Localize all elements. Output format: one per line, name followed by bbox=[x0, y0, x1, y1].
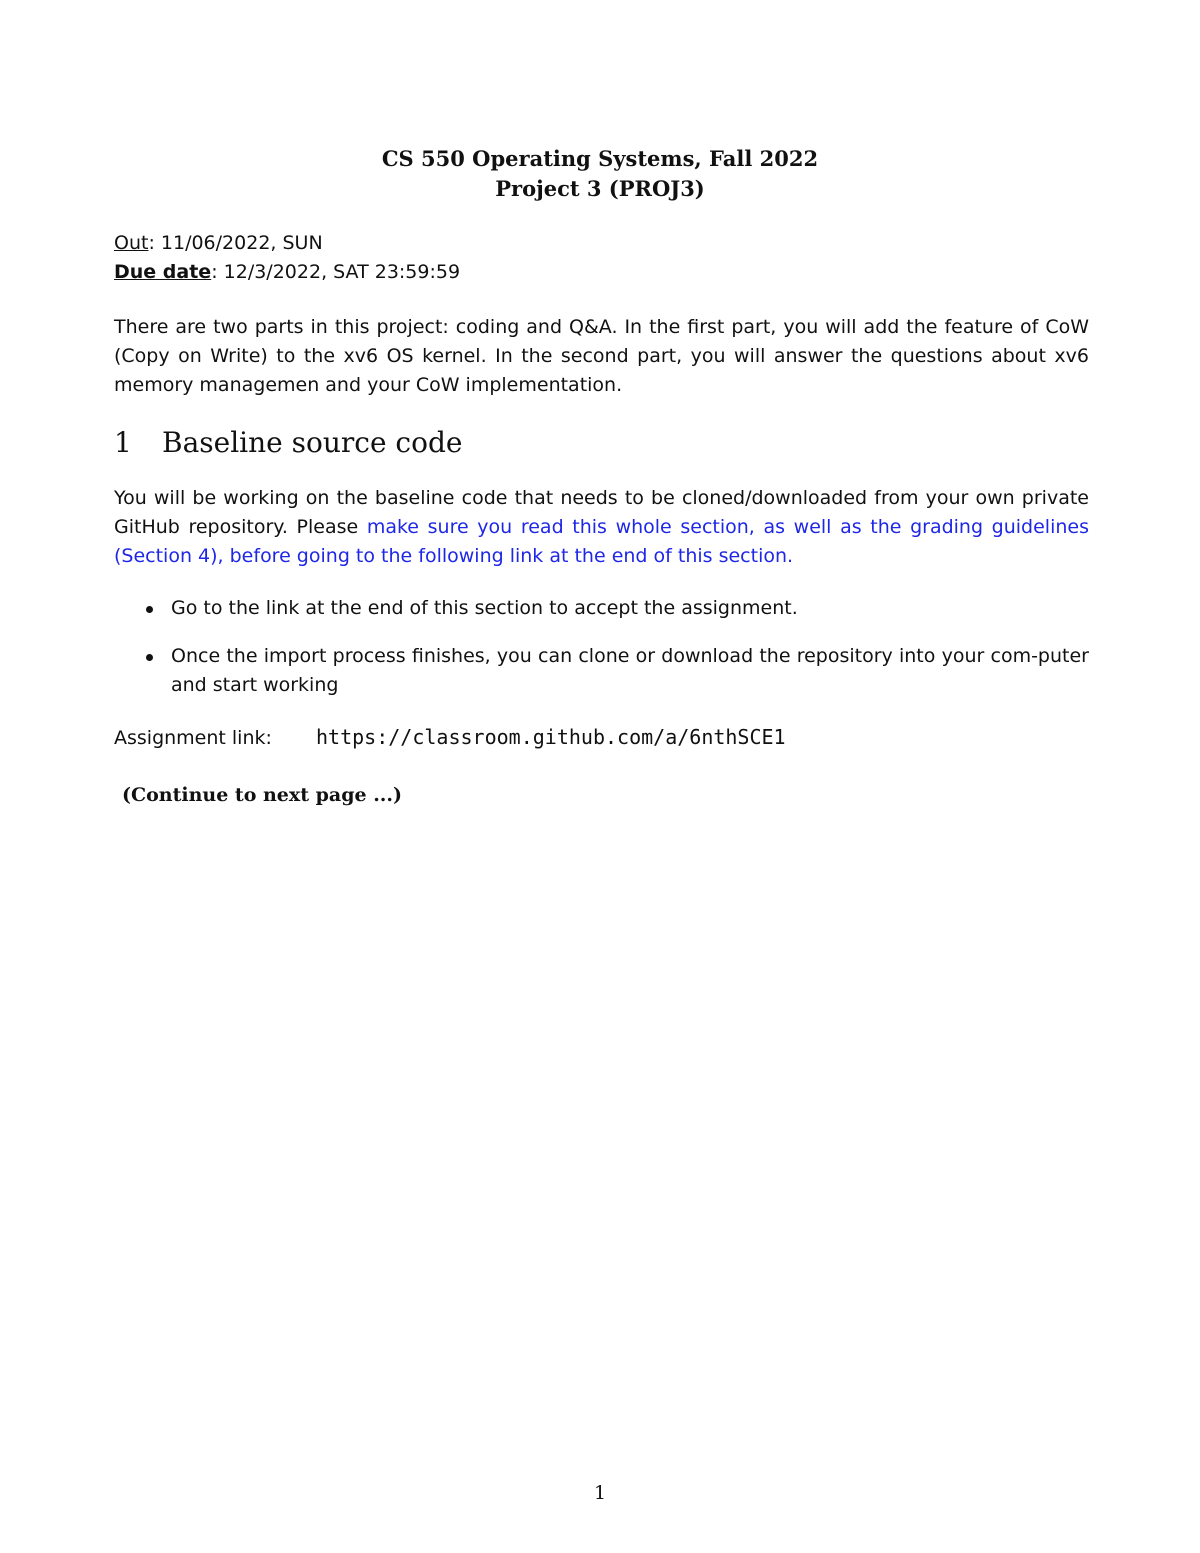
section-paragraph bbox=[114, 484, 1089, 571]
assignment-link-label: Assignment link: bbox=[114, 727, 272, 749]
bullet-icon bbox=[146, 606, 153, 613]
assignment-link-row bbox=[114, 723, 786, 753]
assignment-link-url[interactable]: https://classroom.github.com/a/6nthSCE1 bbox=[316, 725, 786, 749]
highlighted-instruction: make sure you read this whole section, as well as the grading guidelines (Section 4), before going to the following link at the end of this section. bbox=[114, 516, 1089, 567]
instruction-list bbox=[114, 594, 1089, 719]
list-item-text: Go to the link at the end of this section to accept the assignment. bbox=[171, 597, 798, 619]
dates-block bbox=[114, 229, 460, 287]
section-paragraph-text: You will be working on the baseline code that needs to be cloned/downloaded from your own private GitHub repository. Please bbox=[114, 487, 1089, 538]
document-subtitle: Project 3 (PROJ3) bbox=[495, 176, 705, 201]
out-date-line bbox=[114, 229, 460, 258]
out-label: Out bbox=[114, 232, 149, 254]
continue-note: (Continue to next page ...) bbox=[122, 784, 403, 806]
due-date-line bbox=[114, 258, 460, 287]
title-block bbox=[0, 144, 1200, 204]
out-value: : 11/06/2022, SUN bbox=[148, 232, 323, 254]
list-item bbox=[114, 594, 1089, 623]
page-number: 1 bbox=[593, 1482, 607, 1504]
section-title: Baseline source code bbox=[162, 426, 463, 459]
list-item-text: Once the import process finishes, you can clone or download the repository into your com-puter and start working bbox=[171, 645, 1089, 696]
section-number: 1 bbox=[114, 426, 132, 459]
intro-paragraph: There are two parts in this project: coding and Q&A. In the first part, you will add the feature of CoW (Copy on Write) to the xv6 OS kernel. In the second part, you will answer the questions about xv6 memory managemen and your CoW implementation. bbox=[114, 316, 1089, 396]
section-heading bbox=[114, 425, 462, 461]
list-item bbox=[114, 642, 1089, 700]
bullet-icon bbox=[146, 654, 153, 661]
document-title: CS 550 Operating Systems, Fall 2022 bbox=[381, 146, 819, 171]
due-value: : 12/3/2022, SAT 23:59:59 bbox=[211, 261, 461, 283]
due-label: Due date bbox=[114, 261, 212, 283]
